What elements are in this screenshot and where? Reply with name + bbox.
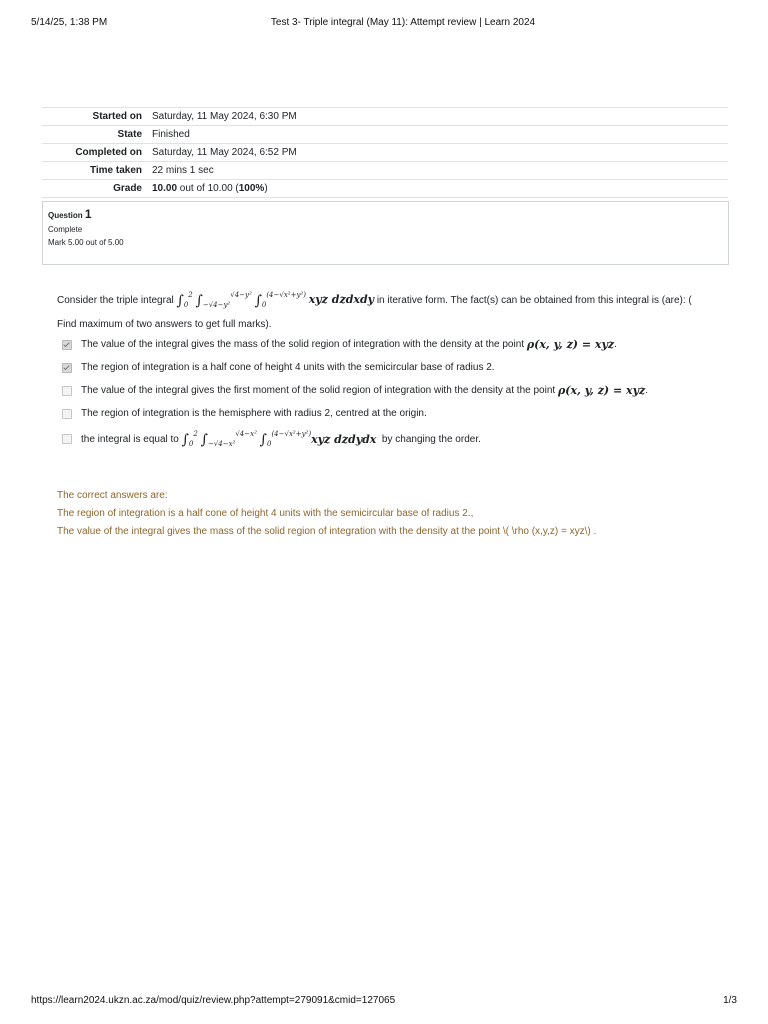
checkbox-checked-icon[interactable] <box>62 340 72 350</box>
time-taken-label: Time taken <box>89 165 142 176</box>
checkbox-icon[interactable] <box>62 409 72 419</box>
question-mark: Mark 5.00 out of 5.00 <box>48 238 124 247</box>
question-text-after: in iterative form. The fact(s) can be obtained from this integral is (are): ( <box>376 295 692 306</box>
answer-option-5[interactable] <box>62 430 481 448</box>
summary-row-time <box>42 162 728 180</box>
print-page-number: 1/3 <box>723 995 737 1006</box>
checkbox-icon[interactable] <box>62 386 72 396</box>
attempt-summary-table <box>42 107 728 198</box>
question-number <box>48 207 723 221</box>
feedback-line-1: The region of integration is a half cone of height 4 units with the semicircular base of radius 2., <box>57 508 474 519</box>
answer-option-text: The region of integration is the hemisphere with radius 2, centred at the origin. <box>81 408 427 419</box>
completed-on-value: Saturday, 11 May 2024, 6:52 PM <box>152 147 297 158</box>
started-on-label: Started on <box>92 111 142 122</box>
answer-option-1[interactable] <box>62 338 617 351</box>
feedback-line-2: The value of the integral gives the mass of the solid region of integration with the density at the point \( \rho (x,y,z) = xyz\) . <box>57 526 597 537</box>
grade-value <box>147 180 728 198</box>
question-text-before: Consider the triple integral <box>57 295 174 306</box>
answer-option-4[interactable] <box>62 408 427 419</box>
state-label: State <box>117 129 142 140</box>
checkbox-checked-icon[interactable] <box>62 363 72 373</box>
question-label: Question <box>48 211 83 220</box>
feedback-heading: The correct answers are: <box>57 490 168 501</box>
completed-on-label: Completed on <box>75 147 142 158</box>
print-page-title: Test 3- Triple integral (May 11): Attempt review | Learn 2024 <box>270 17 536 28</box>
question-info-box <box>42 201 729 265</box>
correct-answers-feedback <box>57 490 737 544</box>
grade-score: 10.00 <box>152 183 178 194</box>
time-taken-value: 22 mins 1 sec <box>152 165 214 176</box>
answer-option-text: The region of integration is a half cone of height 4 units with the semicircular base of radius 2. <box>81 362 495 373</box>
answer-option-text: The value of the integral gives the first moment of the solid region of integration with the density at the point <box>81 385 556 396</box>
grade-percent: 100% <box>238 183 265 194</box>
answer-option-math: ρ(x, y, z) = xyz <box>557 384 646 397</box>
answer-option-text: the integral is equal to <box>81 433 179 445</box>
grade-close: ) <box>264 183 268 194</box>
state-value: Finished <box>152 129 190 140</box>
summary-row-completed <box>42 144 728 162</box>
question-status: Complete <box>48 225 83 234</box>
question-number-value: 1 <box>84 207 92 221</box>
answer-option-text: The value of the integral gives the mass of the solid region of integration with the density at the point <box>81 339 525 350</box>
grade-label: Grade <box>113 183 142 194</box>
summary-row-started <box>42 108 728 126</box>
triple-integral-math: $\int_0^2$ $\int_{-√4-y^2}^{√4-y^2}$ $\int_0^{(4-√x^2+y^2)}$ xyz dzdxdy <box>176 291 375 309</box>
answer-option-2[interactable] <box>62 362 495 373</box>
answer-option-3[interactable] <box>62 384 648 397</box>
answer-option-math: xyz dzdydx <box>311 432 377 446</box>
answer-option-suffix: by changing the order. <box>376 433 481 445</box>
summary-row-grade <box>42 180 728 198</box>
answer-option-suffix: . <box>614 339 617 350</box>
reordered-integral-math: $\int_0^2$ $\int_{-√4-x^2}^{√4-x^2}$ $\int_0^{(4-√x^2+y^2)}$ <box>181 430 312 448</box>
started-on-value: Saturday, 11 May 2024, 6:30 PM <box>152 111 297 122</box>
summary-row-state <box>42 126 728 144</box>
checkbox-icon[interactable] <box>62 434 72 444</box>
question-text-line2: Find maximum of two answers to get full marks). <box>57 319 272 330</box>
question-text <box>57 286 717 334</box>
grade-out-of: out of 10.00 ( <box>177 183 239 194</box>
print-url: https://learn2024.ukzn.ac.za/mod/quiz/review.php?attempt=279091&cmid=127065 <box>31 995 396 1006</box>
answer-option-suffix: . <box>645 385 648 396</box>
print-datetime: 5/14/25, 1:38 PM <box>31 17 108 28</box>
answer-option-math: ρ(x, y, z) = xyz <box>526 338 615 351</box>
